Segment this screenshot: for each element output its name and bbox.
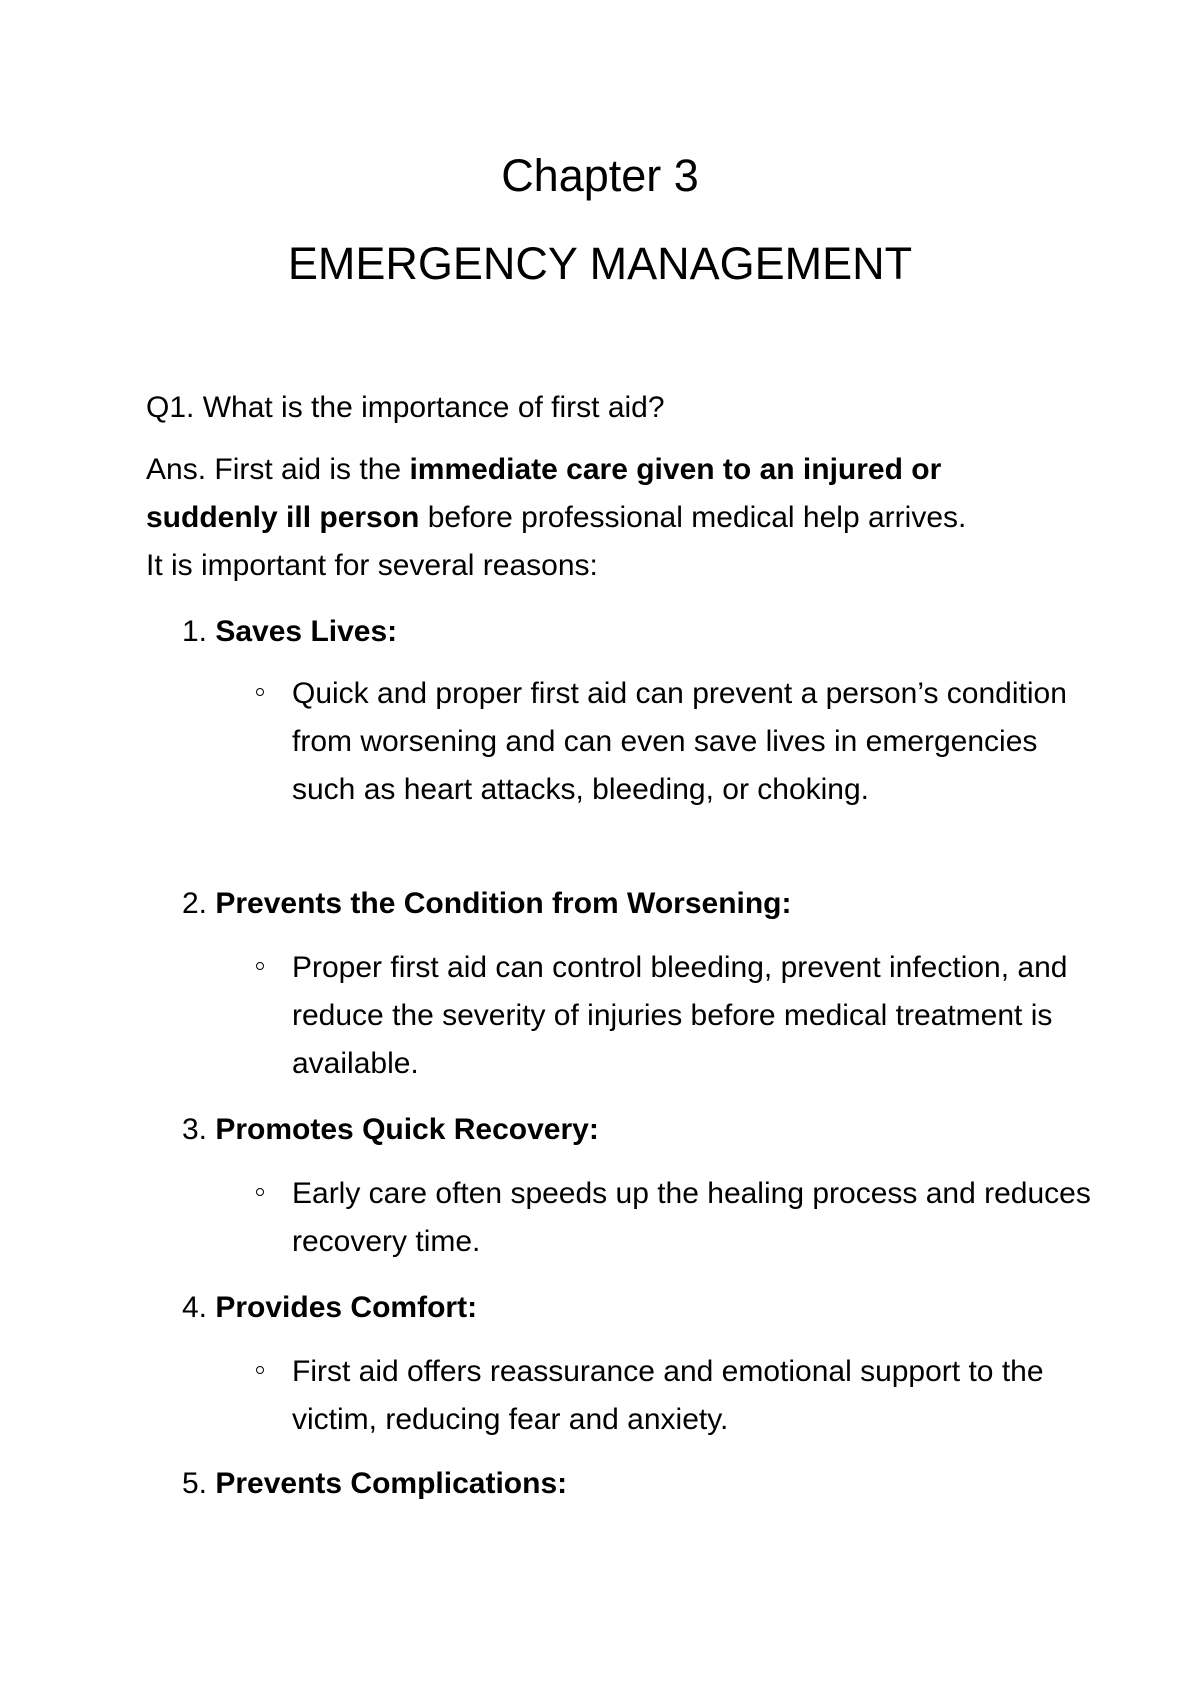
chapter-title: Chapter 3	[501, 150, 699, 201]
bullet-text: Early care often speeds up the healing process and reduces recovery time.	[292, 1177, 1091, 1258]
hollow-circle-icon	[256, 962, 264, 970]
answer-block	[146, 446, 1066, 590]
question-text: Q1. What is the importance of first aid?	[146, 391, 665, 424]
list-number: 1.	[182, 615, 216, 648]
answer-line3: It is important for several reasons:	[146, 549, 598, 582]
list-item-4	[182, 1284, 1082, 1332]
bullet-item-3	[292, 1170, 1092, 1266]
list-heading: Provides Comfort:	[215, 1291, 478, 1324]
list-heading: Saves Lives:	[215, 615, 398, 648]
list-heading: Promotes Quick Recovery:	[215, 1113, 599, 1146]
answer-bold-phrase-line2: suddenly ill person	[146, 501, 420, 534]
document-heading: EMERGENCY MANAGEMENT	[287, 238, 913, 289]
hollow-circle-icon	[256, 1188, 264, 1196]
bullet-text: First aid offers reassurance and emotional support to the victim, reducing fear and anxiety.	[292, 1355, 1044, 1436]
list-number: 5.	[182, 1467, 216, 1500]
bullet-item-1	[292, 670, 1092, 814]
list-item-2	[182, 880, 1082, 928]
answer-suffix: before professional medical help arrives.	[419, 501, 967, 534]
list-number: 4.	[182, 1291, 216, 1324]
bullet-item-2	[292, 944, 1092, 1088]
bullet-item-4	[292, 1348, 1092, 1444]
answer-bold-phrase-line1: immediate care given to an injured or	[409, 453, 942, 486]
list-number: 2.	[182, 887, 216, 920]
list-heading: Prevents Complications:	[215, 1467, 568, 1500]
answer-paragraph	[146, 446, 1066, 590]
list-item-1	[182, 608, 1082, 656]
list-item-3	[182, 1106, 1082, 1154]
hollow-circle-icon	[256, 688, 264, 696]
list-item-5	[182, 1460, 1082, 1508]
hollow-circle-icon	[256, 1366, 264, 1374]
bullet-text: Proper first aid can control bleeding, prevent infection, and reduce the severity of injuries before medical treatment is available.	[292, 951, 1068, 1080]
bullet-text: Quick and proper first aid can prevent a person’s condition from worsening and can even save lives in emergencies such as heart attacks, bleeding, or choking.	[292, 677, 1067, 806]
answer-prefix: Ans. First aid is the	[146, 453, 410, 486]
list-heading: Prevents the Condition from Worsening:	[215, 887, 792, 920]
list-number: 3.	[182, 1113, 216, 1146]
